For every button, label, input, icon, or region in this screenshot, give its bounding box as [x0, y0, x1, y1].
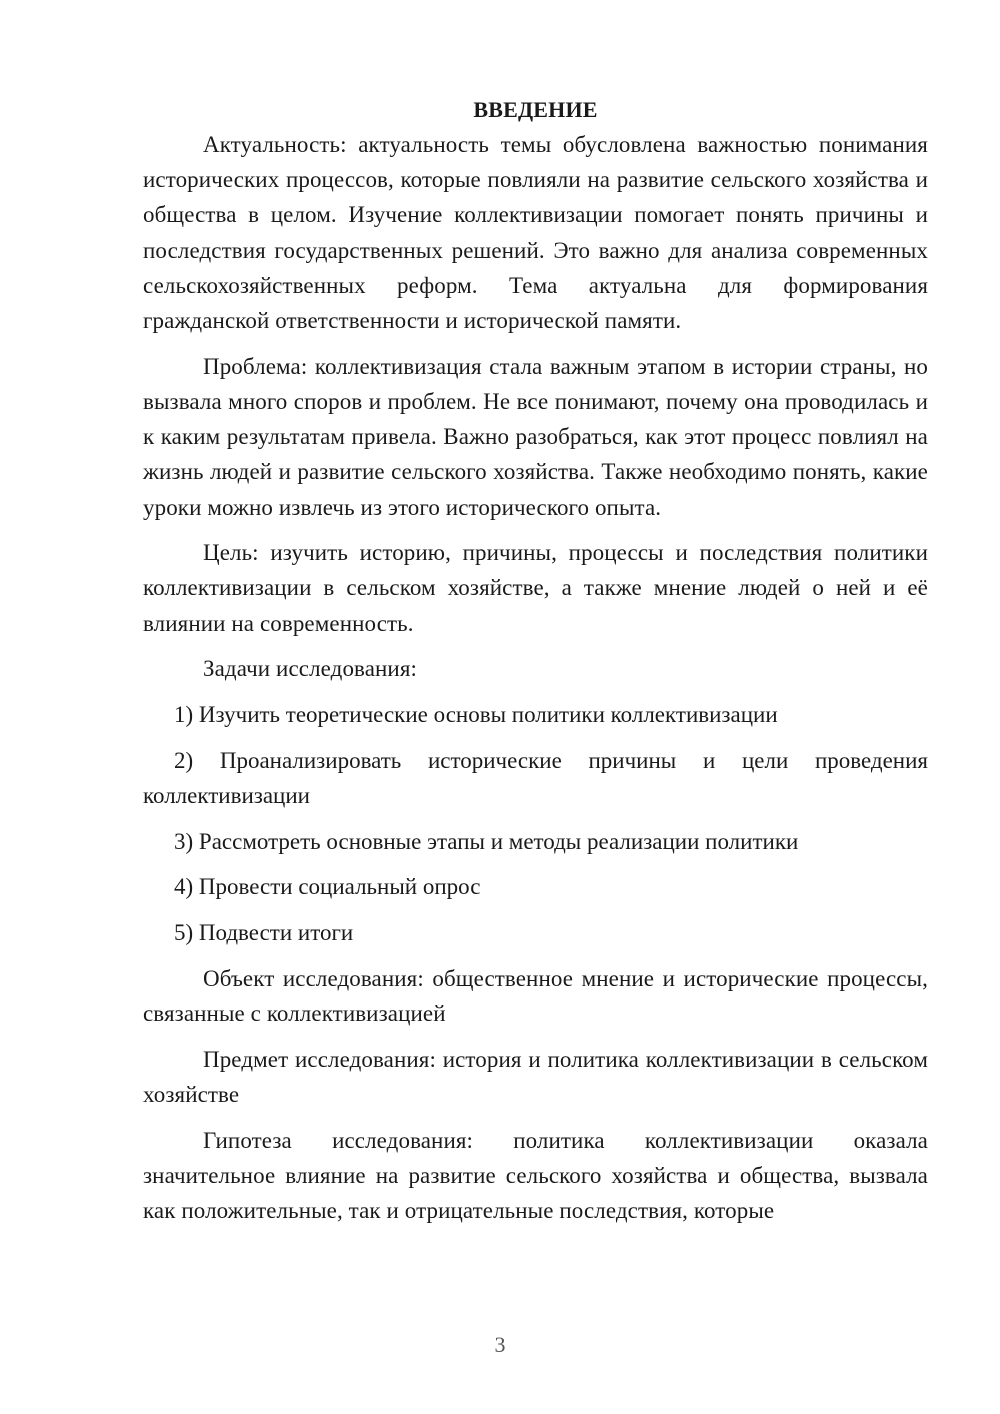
- page-number: 3: [494, 1332, 506, 1357]
- hypothesis-paragraph: Гипотеза исследования: политика коллективизации оказала значительное влияние на развитие сельского хозяйства и общества, вызвала как положительные, так и отрицательные последствия, которые: [143, 1127, 928, 1223]
- task-item-4: 4) Провести социальный опрос: [174, 874, 481, 900]
- task-item-3: 3) Рассмотреть основные этапы и методы реализации политики: [174, 828, 799, 854]
- goal-paragraph: Цель: изучить историю, причины, процессы и последствия политики коллективизации в сельском хозяйстве, а также мнение людей о ней и её влиянии на современность.: [143, 540, 928, 636]
- task-item-2: 2) Проанализировать исторические причины и цели проведения коллективизации: [143, 747, 928, 808]
- subject-paragraph: Предмет исследования: история и политика коллективизации в сельском хозяйстве: [143, 1046, 928, 1107]
- task-item-1: 1) Изучить теоретические основы политики коллективизации: [174, 702, 778, 728]
- object-paragraph: Объект исследования: общественное мнение и исторические процессы, связанные с коллективизацией: [143, 965, 928, 1026]
- problem-paragraph: Проблема: коллективизация стала важным этапом в истории страны, но вызвала много споров и проблем. Не все понимают, почему она проводилась и к каким результатам привела. Важно разобраться, как этот процесс повлиял на жизнь людей и развитие сельского хозяйства. Также необходимо понять, какие уроки можно извлечь из этого исторического опыта.: [143, 353, 928, 520]
- task-item-5: 5) Подвести итоги: [174, 920, 354, 946]
- relevance-paragraph: Актуальность: актуальность темы обусловлена важностью понимания исторических процессов, которые повлияли на развитие сельского хозяйства и общества в целом. Изучение коллективизации помогает понять причины и последствия государственных решений. Это важно для анализа современных сельскохозяйственных реформ. Тема актуальна для формирования гражданской ответственности и исторической памяти.: [143, 132, 928, 334]
- section-title: ВВЕДЕНИЕ: [473, 97, 598, 122]
- document-page: [143, 92, 928, 1239]
- tasks-heading: Задачи исследования:: [203, 656, 418, 682]
